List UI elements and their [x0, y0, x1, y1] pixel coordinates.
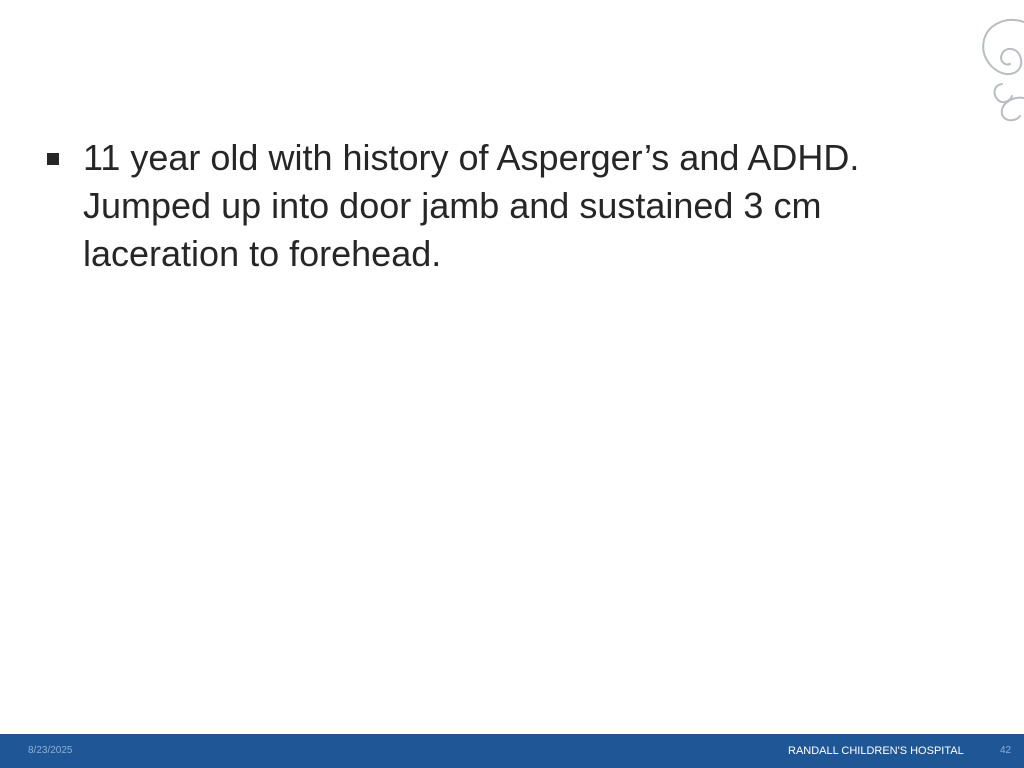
- bullet-text: 11 year old with history of Asperger’s and ADHD. Jumped up into door jamb and sustained 3 cm laceration to forehead.: [83, 137, 860, 274]
- bullet-item: [44, 134, 984, 278]
- footer-bar: [0, 734, 1024, 768]
- square-bullet-icon: [47, 153, 59, 165]
- footer-date: 8/23/2025: [28, 745, 73, 756]
- footer-organization: RANDALL CHILDREN'S HOSPITAL: [788, 745, 964, 757]
- slide-body: [44, 134, 984, 278]
- swirl-decoration: [972, 14, 1024, 122]
- page-number: 42: [1000, 745, 1012, 756]
